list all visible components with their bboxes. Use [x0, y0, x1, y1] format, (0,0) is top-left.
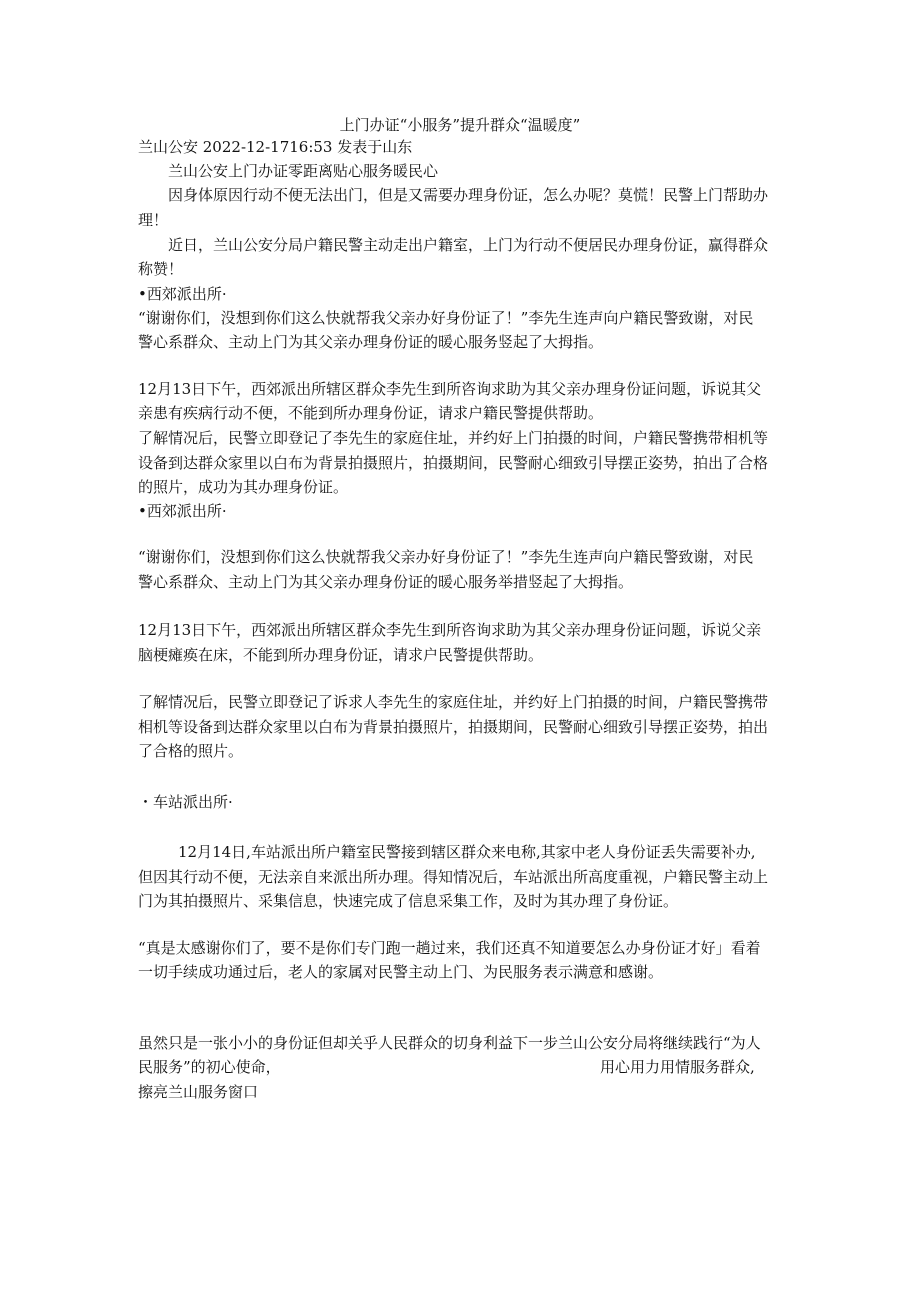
- section3-quote-cont: 一切手续成功通过后，老人的家属对民警主动上门、为民服务表示满意和感谢。: [138, 963, 664, 981]
- section1-quote-cont: 警心系群众、主动上门为其父亲办理身份证的暖心服务竖起了大拇指。: [138, 333, 604, 351]
- section1-paragraph-2: 12月13日下午，西郊派出所辖区群众李先生到所咨询求助为其父亲办理身份证问题，诉说其父: [138, 380, 762, 398]
- intro-paragraph-1-cont: 理！: [138, 211, 169, 229]
- section1-paragraph-3: 了解情况后，民警立即登记了李先生的家庭住址，并约好上门拍摄的时间，户籍民警携带相机等: [138, 429, 769, 447]
- section1-paragraph-3-cont-1: 设备到达群众家里以白布为背景拍摄照片，拍摄期间，民警耐心细致引导摆正姿势，拍出了合格: [138, 454, 769, 472]
- article-byline: 兰山公安 2022-12-1716:53 发表于山东: [138, 138, 413, 156]
- section2-paragraph-3: 了解情况后，民警立即登记了诉求人李先生的家庭住址，并约好上门拍摄的时间，户籍民警携带: [138, 693, 769, 711]
- section2-paragraph-3-cont-2: 了合格的照片。: [138, 742, 244, 760]
- section1-paragraph-2-cont: 亲患有疾病行动不便，不能到所办理身份证，请求户籍民警提供帮助。: [138, 404, 604, 422]
- intro-paragraph-2: 近日，兰山公安分局户籍民警主动走出户籍室，上门为行动不便居民办理身份证，赢得群众: [168, 236, 769, 254]
- section-heading-xijiao-2: •西郊派出所·: [138, 502, 227, 520]
- closing-paragraph-cont-b: 用心用力用情服务群众,: [600, 1058, 755, 1076]
- section3-quote: “真是太感谢你们了，要不是你们专门跑一趟过来，我们还真不知道要怎么办身份证才好」看着: [138, 939, 761, 957]
- section2-paragraph-2-cont: 脑梗瘫痪在床，不能到所办理身份证，请求户民警提供帮助。: [138, 646, 544, 664]
- intro-paragraph-1: 因身体原因行动不便无法出门，但是又需要办理身份证，怎么办呢？莫慌！民警上门帮助办: [168, 186, 769, 204]
- section1-quote: “谢谢你们，没想到你们这么快就帮我父亲办好身份证了！”李先生连声向户籍民警致谢，对民: [138, 309, 754, 327]
- section3-paragraph-1-cont-2: 门为其拍摄照片、采集信息，快速完成了信息采集工作，及时为其办理了身份证。: [138, 892, 679, 910]
- section3-paragraph-1: 12月14日,车站派出所户籍室民警接到辖区群众来电称,其家中老人身份证丢失需要补办,: [178, 843, 756, 861]
- closing-paragraph-cont-c: 擦亮兰山服务窗口: [138, 1083, 259, 1101]
- section2-paragraph-2: 12月13日下午，西郊派出所辖区群众李先生到所咨询求助为其父亲办理身份证问题，诉说父亲: [138, 621, 762, 639]
- section2-quote-cont: 警心系群众、主动上门为其父亲办理身份证的暖心服务举措竖起了大拇指。: [138, 573, 634, 591]
- section1-paragraph-3-cont-2: 的照片，成功为其办理身份证。: [138, 478, 349, 496]
- article-title: 上门办证“小服务”提升群众“温暖度”: [339, 116, 581, 134]
- section2-paragraph-3-cont-1: 相机等设备到达群众家里以白布为背景拍摄照片，拍摄期间，民警耐心细致引导摆正姿势，拍出: [138, 718, 769, 736]
- intro-paragraph-2-cont: 称赞！: [138, 260, 184, 278]
- closing-paragraph: 虽然只是一张小小的身份证但却关乎人民群众的切身利益下一步兰山公安分局将继续践行“为人: [138, 1034, 761, 1052]
- closing-paragraph-cont-a: 民服务”的初心使命，: [138, 1058, 281, 1076]
- article-subtitle: 兰山公安上门办证零距离贴心服务暖民心: [168, 162, 439, 180]
- section-heading-chezhan: ・车站派出所·: [138, 793, 233, 811]
- section2-quote: “谢谢你们，没想到你们这么快就帮我父亲办好身份证了！”李先生连声向户籍民警致谢，对民: [138, 548, 754, 566]
- section3-paragraph-1-cont-1: 但因其行动不便，无法亲自来派出所办理。得知情况后，车站派出所高度重视，户籍民警主动上: [138, 868, 769, 886]
- section-heading-xijiao-1: •西郊派出所·: [138, 285, 227, 303]
